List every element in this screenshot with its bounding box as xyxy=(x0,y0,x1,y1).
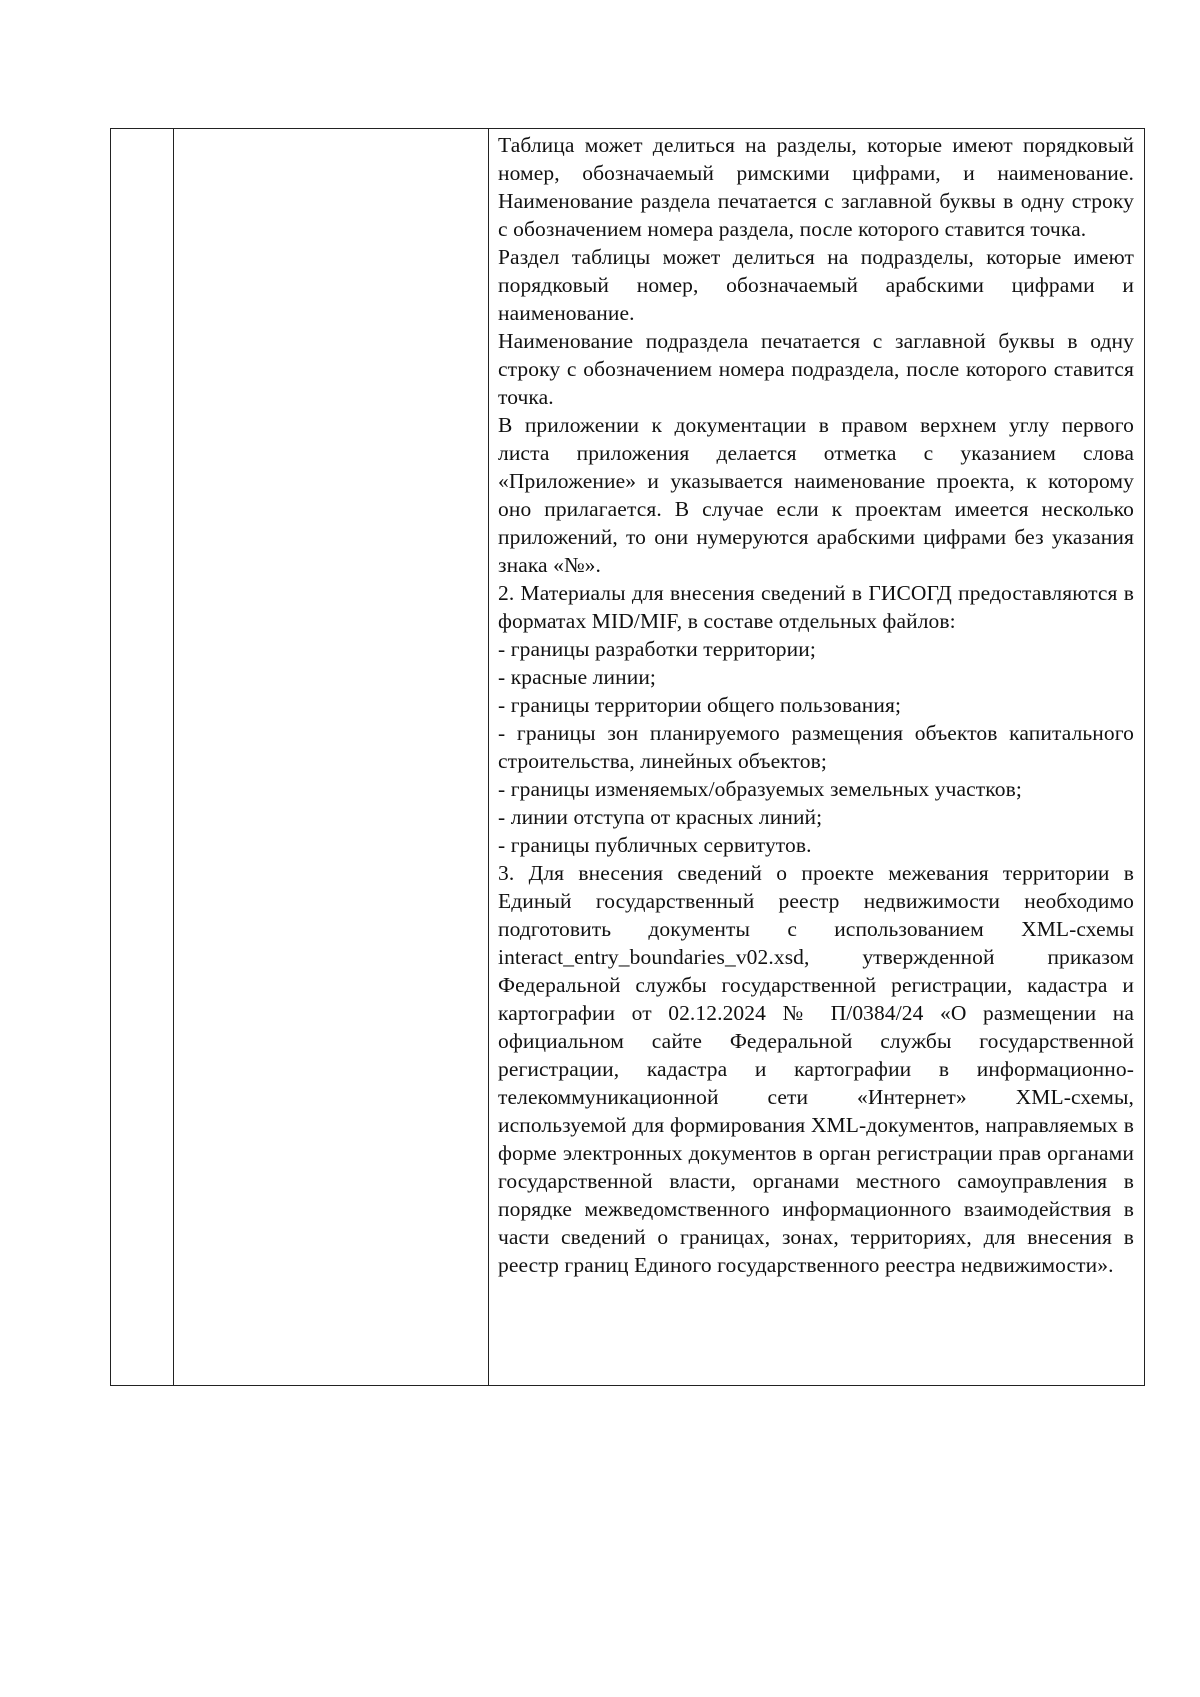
paragraph-table-subsections: Раздел таблицы может делиться на подразделы, которые имеют порядковый номер, обозначаемый арабскими цифрами и наименование. xyxy=(498,245,1134,325)
paragraph-egrn-xml: 3. Для внесения сведений о проекте межевания территории в Единый государственный реестр недвижимости необходимо подготовить документы с использованием XML-схемы interact_entry_boundaries_v02.xsd, утвержденной приказом Федеральной службы государственной регистрации, кадастра и картографии от 02.12.2024 № П/0384/24 «О размещении на официальном сайте Федеральной службы государственной регистрации, кадастра и картографии в информационно-телекоммуникационной сети «Интернет» XML-схемы, используемой для формирования XML-документов, направляемых в форме электронных документов в орган регистрации прав органами государственной власти, органами местного самоуправления в порядке межведомственного информационного взаимодействия в части сведений о границах, зонах, территориях, для внесения в реестр границ Единого государственного реестра недвижимости». xyxy=(498,861,1134,1277)
list-item: - границы зон планируемого размещения объектов капитального строительства, линейных объектов; xyxy=(498,721,1134,773)
list-item: - границы территории общего пользования; xyxy=(498,693,902,717)
list-item: - границы изменяемых/образуемых земельных участков; xyxy=(498,777,1022,801)
paragraph-appendix: В приложении к документации в правом верхнем углу первого листа приложения делается отметка с указанием слова «Приложение» и указывается наименование проекта, к которому оно прилагается. В случае если к проектам имеется несколько приложений, то они нумеруются арабскими цифрами без указания знака «№». xyxy=(498,413,1134,577)
paragraph-subsection-title: Наименование подраздела печатается с заглавной буквы в одну строку с обозначением номера подраздела, после которого ставится точка. xyxy=(498,329,1134,409)
list-item: - границы публичных сервитутов. xyxy=(498,833,812,857)
paragraph-table-sections: Таблица может делиться на разделы, которые имеют порядковый номер, обозначаемый римскими цифрами, и наименование. Наименование раздела печатается с заглавной буквы в одну строку с обозначением номера раздела, после которого ставится точка. xyxy=(498,133,1134,241)
list-item: - линии отступа от красных линий; xyxy=(498,805,823,829)
list-item: - красные линии; xyxy=(498,665,657,689)
document-table xyxy=(110,128,1145,1386)
column-divider-1 xyxy=(173,129,174,1385)
list-item: - границы разработки территории; xyxy=(498,637,816,661)
column-divider-2 xyxy=(488,129,489,1385)
table-cell-text xyxy=(498,131,1134,1279)
paragraph-gisogd-materials: 2. Материалы для внесения сведений в ГИСОГД предоставляются в форматах MID/MIF, в составе отдельных файлов: xyxy=(498,581,1134,633)
